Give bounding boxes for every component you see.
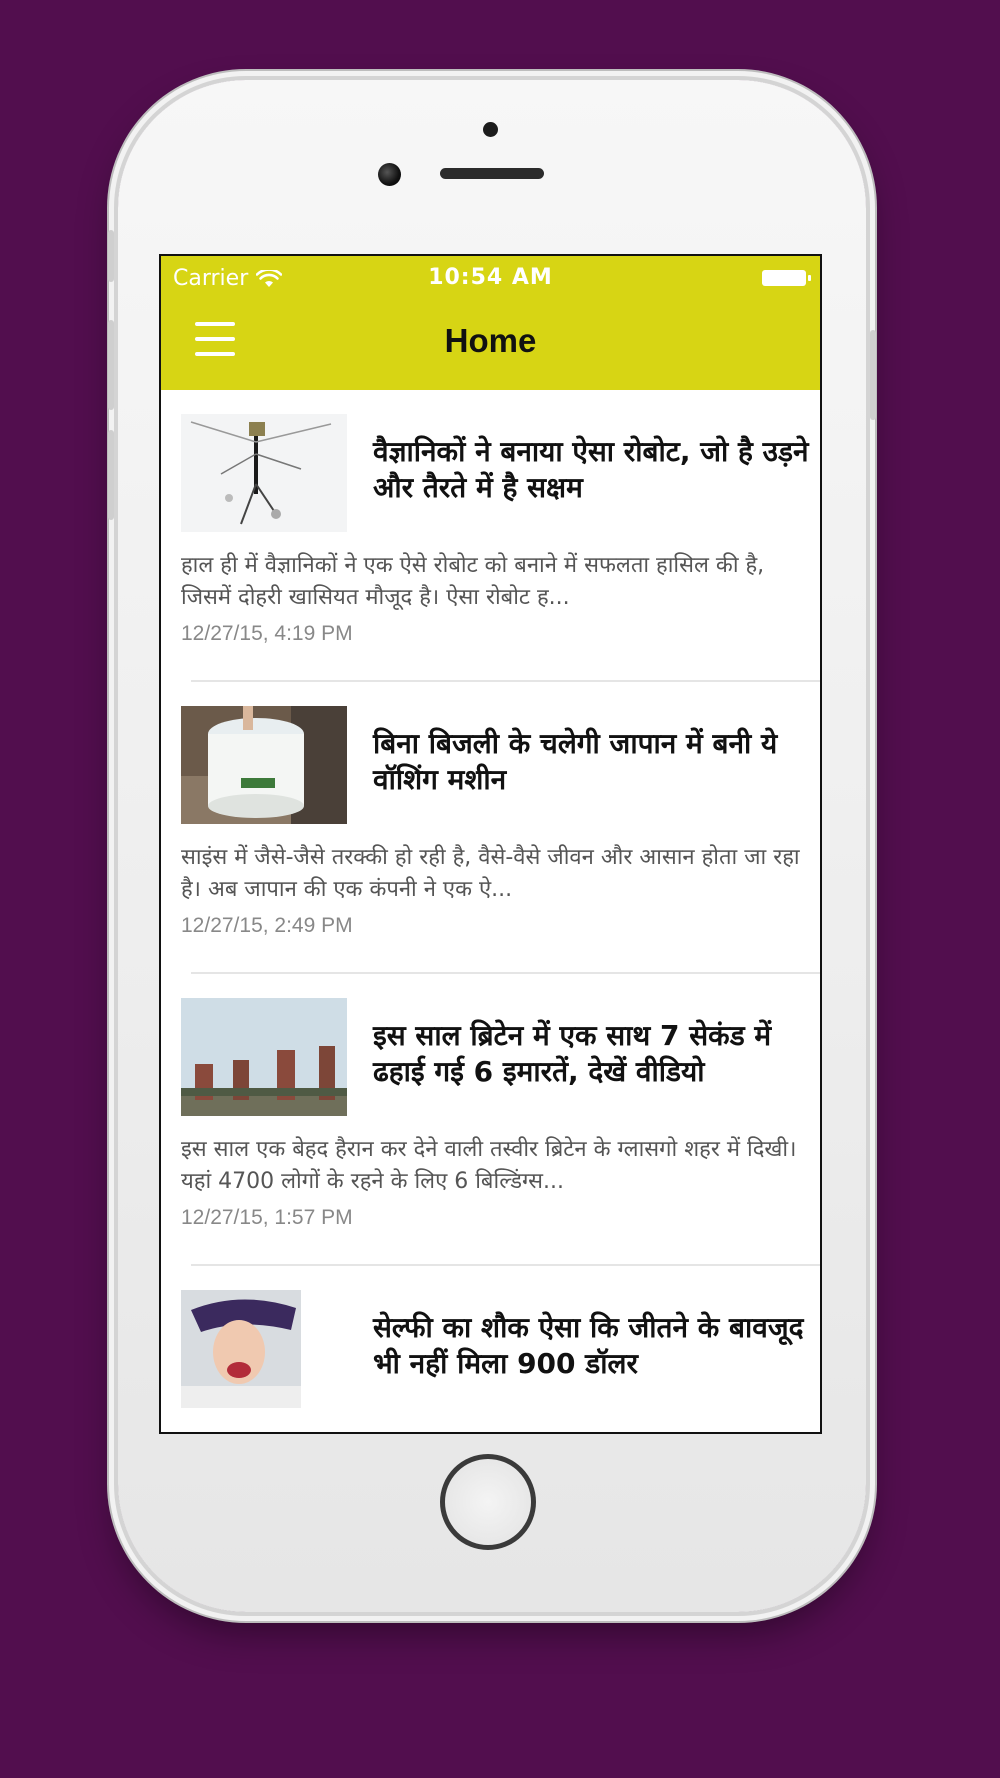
- news-list-item[interactable]: [191, 1266, 820, 1434]
- carrier-label: Carrier: [173, 266, 249, 291]
- home-button[interactable]: [440, 1454, 536, 1550]
- article-date: 12/27/15, 2:49 PM: [181, 914, 353, 937]
- front-camera: [378, 163, 401, 186]
- battery-icon: [762, 270, 806, 286]
- article-summary: हाल ही में वैज्ञानिकों ने एक ऐसे रोबोट को बनाने में सफलता हासिल की है, जिसमें दोहरी खासियत मौजूद है। ऐसा रोबोट ह...: [181, 553, 765, 610]
- article-thumbnail: [181, 706, 347, 824]
- earpiece-speaker: [440, 168, 544, 179]
- article-thumbnail: [181, 1290, 301, 1408]
- volume-down-button: [108, 430, 114, 520]
- page-title: Home: [444, 322, 537, 359]
- proximity-sensor: [483, 122, 498, 137]
- status-time: 10:54 AM: [428, 265, 553, 290]
- article-summary: साइंस में जैसे-जैसे तरक्की हो रही है, वैसे-वैसे जीवन और आसान होता जा रहा है। अब जापान की एक कंपनी ने एक ऐ...: [181, 845, 800, 902]
- article-headline[interactable]: इस साल ब्रिटेन में एक साथ 7 सेकंड में ढहाई गई 6 इमारतें, देखें वीडियो: [373, 1019, 772, 1088]
- top-bar: [161, 256, 820, 390]
- article-headline[interactable]: वैज्ञानिकों ने बनाया ऐसा रोबोट, जो है उड़ने और तैरते में है सक्षम: [373, 435, 809, 504]
- article-thumbnail: [181, 998, 347, 1116]
- power-button: [870, 330, 876, 420]
- article-date: 12/27/15, 1:57 PM: [181, 1206, 353, 1229]
- navigation-bar: [161, 298, 820, 390]
- article-date: 12/27/15, 4:19 PM: [181, 622, 353, 645]
- phone-frame: [118, 80, 866, 1612]
- article-headline[interactable]: बिना बिजली के चलेगी जापान में बनी ये वॉशिंग मशीन: [373, 727, 778, 796]
- article-headline[interactable]: सेल्फी का शौक ऐसा कि जीतने के बावजूद भी नहीं मिला 900 डॉलर: [373, 1311, 804, 1380]
- volume-up-button: [108, 320, 114, 410]
- news-list[interactable]: [161, 390, 820, 1434]
- app-screen: [159, 254, 822, 1434]
- mute-switch: [108, 230, 114, 282]
- news-list-item[interactable]: [181, 682, 820, 974]
- news-list-item[interactable]: [181, 390, 820, 682]
- status-bar: [161, 256, 820, 298]
- article-summary: इस साल एक बेहद हैरान कर देने वाली तस्वीर ब्रिटेन के ग्लासगो शहर में दिखी। यहां 4700 लोगों के रहने के लिए 6 बिल्डिंग्स...: [181, 1137, 797, 1194]
- article-thumbnail: [181, 414, 347, 532]
- news-list-item[interactable]: [181, 974, 820, 1266]
